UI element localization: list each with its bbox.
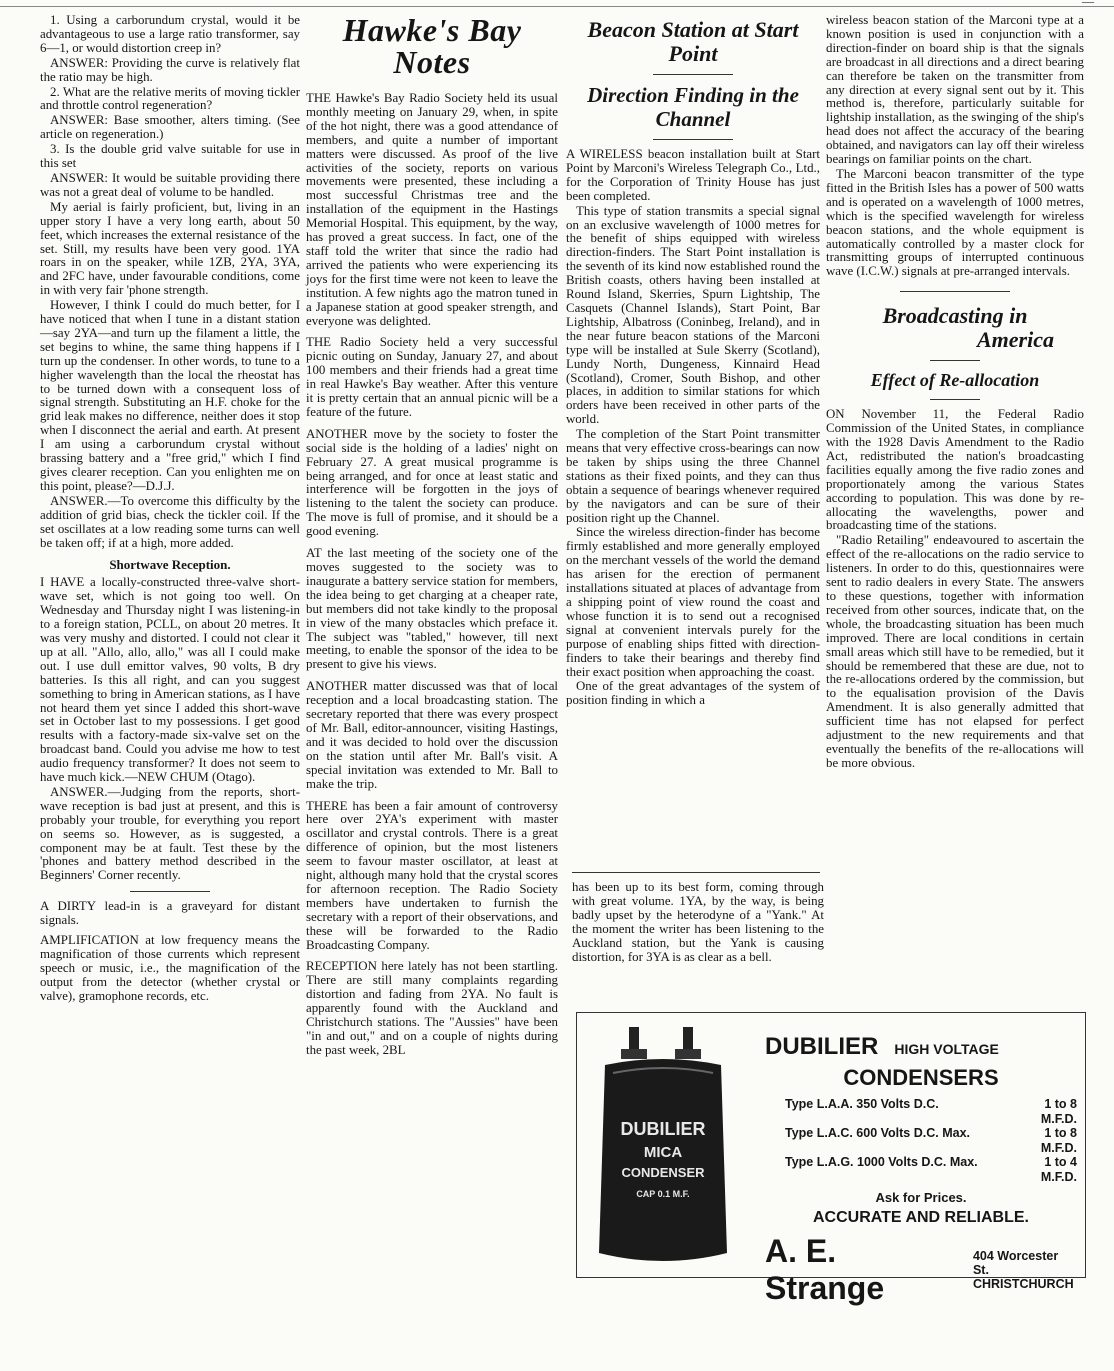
page-mark: —: [1082, 0, 1094, 8]
hb-para-5: ANOTHER matter discussed was that of local reception and a local broadcasting station. The secretary reported that there was every prospect of Mr. Ball, editor-announcer, visiting Hastings, and it was decided to hold over the discussion on the station until after Mr. Ball's visit. A special invitation was extended to Mr. Ball to make the trip.: [306, 679, 558, 791]
can-label-mica: MICA: [643, 1144, 683, 1161]
beacon-para-3: The completion of the Start Point transmitter means that very effective cross-bearings can now be taken by ships using the three Channel stations as their fixed points, and they can thus obtain a sequence of bearings whenever required by the navigators and can be sure of their position right up the Channel.: [566, 427, 820, 525]
beacon-cont-para-2: The Marconi beacon transmitter of the type fitted in the British Isles has a power of 500 watts and is operated on a wavelength of 1000 metres, which is the specified wavelength for wireless beacon stations, and the whole equipment is automatically controlled by a master clock for transmitting groups of interrupted continuous wave (I.C.W.) signals at pre-arranged intervals.: [826, 166, 1084, 279]
ad-text: [765, 1033, 1077, 1307]
a1: ANSWER: Providing the curve is relatively flat the ratio may be high.: [40, 55, 300, 84]
ad-condensers: CONDENSERS: [843, 1065, 999, 1090]
divider: [130, 891, 210, 892]
hawkes-bay-title-line1: Hawke's Bay: [342, 12, 522, 48]
ad-address-city: CHRISTCHURCH: [972, 1277, 1074, 1291]
top-rule: [0, 0, 1114, 7]
shortwave-heading: Shortwave Reception.: [109, 557, 231, 573]
america-para-1: ON November 11, the Federal Radio Commission of the United States, in compliance with the 1928 Davis Amendment to the Radio Act, redistributed the nation's broadcasting facilities equally among the five radio zones and proportionately among the various States according to population. This was done by re-allocating the wavelengths, power and broadcasting time of the stations.: [826, 407, 1084, 533]
hb-para-1: THE Hawke's Bay Radio Society held its usual monthly meeting on January 29, when, in spite of the hot night, there was a good attendance of members, and quite a number of important matters were discussed. As proof of the live activities of the society, reports on various movements were presented, these including a most successful Christmas tree and the installation of the equipment in the Hastings Memorial Hospital. This equipment, by the way, has proved a great success. In fact, one of the staff told the writer that since the radio had arrived the patients who were experiencing its joys for the first time were not keen to leave the institution. A few nights ago the matron tuned in a Japanese station at good speaker strength, and everyone was delighted.: [306, 91, 558, 328]
a2: ANSWER: Base smoother, alters timing. (See article on regeneration.): [40, 113, 300, 142]
divider: [572, 872, 820, 873]
beacon-cont-para-1: wireless beacon station of the Marconi type at a known position is used in conjunction with a direction-finder on board ship is that the signals are broadcast in all directions and a direct bearing can therefore be taken on the transmitter from any direction at every signal sent out by it. This method is, therefore, particularly suitable for lightship installation, as the swinging of the ship's head does not affect the accuracy of the bearing obtained, and navigators can lay off their wireless bearings on familiar points on the chart.: [826, 13, 1084, 167]
q2: 2. What are the relative merits of moving tickler and throttle control regeneration?: [40, 84, 300, 113]
divider: [900, 291, 1010, 292]
letter-para-2: However, I think I could do much better, for I have noticed that when I tune in a distant station—say 2YA—and turn up the filament a little, the set begins to whine, the same thing happens if I turn up the condenser. In other words, to tune to a higher wavelength than the local the rheostat has to be turned down with a consequent loss of signal strength. Substituting an H.F. choke for the grid leak makes no difference, neither does it stop when I disconnect the aerial and earth. At present I am using a carborundum crystal without brassing battery and a "free grid," which I find gives clearer reception. Can you enlighten me on this point, please?—D.J.J.: [40, 298, 300, 493]
q3: 3. Is the double grid valve suitable for use in this set: [40, 142, 300, 171]
can-label-brand: DUBILIER: [620, 1119, 706, 1139]
dirty-lead-in: A DIRTY lead-in is a graveyard for distant signals.: [40, 899, 300, 928]
hb-para-3: ANOTHER move by the society to foster the social side is the holding of a ladies' night on February 27. A great musical programme is being arranged, and for once at least static and interference will be forgotten in the joys of listening to the talent the society can produce. The move is full of promise, and it should be a good evening.: [306, 426, 558, 539]
hb-para-4: AT the last meeting of the society one of the moves suggested to the society was to inaugurate a battery service station for members, the idea being to get charging at a cheaper rate, but members did not take kindly to the proposal in view of the many obstacles which preface it. The subject was "tabled," however, till next meeting, to enable the sponsor of the idea to be present to give his views.: [306, 546, 558, 672]
hb-continued-text: has been up to its best form, coming through with great volume. 1YA, by the way, is being badly upset by the heterodyne of a "Yank." At the moment the writer has been listening to the Auckland station, but the Yank is causing distortion, for 3YA is as clear as a bell.: [572, 880, 824, 964]
beacon-para-2: This type of station transmits a special signal on an exclusive wavelength of 1000 metres for the benefit of ships equipped with wireless direction-finders. The Start Point installation is the seventh of its kind now established round the British coasts, others having been installed at Round Island, Skerries, Spurn Lightship, The Casquets (Channel Islands), Start Point, Bar Lightship, Albatross (Coninbeg, Ireland), and in the near future beacon stations of the Marconi type will be installed at Sule Skerry (Scotland), Lundy North, Dungeness, Kinnaird Head (Scotland), Cromer, South Bishop, and other places, in addition to similar stations for which orders have been received in other parts of the world.: [566, 203, 820, 427]
reallocation-subtitle: Effect of Re-allocation: [870, 370, 1040, 391]
hawkes-bay-title-line2: Notes: [393, 44, 471, 80]
ad-dealer-name: A. E. Strange: [765, 1233, 885, 1306]
broadcasting-title-line1: Broadcasting in: [882, 303, 1028, 329]
type-laa: Type L.A.A. 350 Volts D.C. 1 to 8: [785, 1097, 1077, 1111]
column-2: [306, 14, 558, 1059]
ad-brand: DUBILIER: [765, 1033, 879, 1060]
amplification-note: AMPLIFICATION at low frequency means the magnification of those currents which represent speech or music, i.e., the magnification of the output from the detector (whether crystal or valve), gramophone records, etc.: [40, 933, 300, 1003]
beacon-para-1: A WIRELESS beacon installation built at Start Point by Marconi's Wireless Telegraph Co., Ltd., for the Corporation of Trinity House has just been completed.: [566, 147, 820, 203]
type-laa-unit: M.F.D.: [1040, 1112, 1077, 1126]
ad-address-street: 404 Worcester St.: [972, 1249, 1059, 1277]
beacon-para-4: Since the wireless direction-finder has become firmly established and more generally employed on the merchant vessels of the world the demand has arisen for the erection of permanent installations situated at places of advantage from a shipping point of view round the coast and whose function it is to send out a recognised signal at convenient intervals purely for the purpose of enabling ships fitted with direction-finders to take their bearings and thereby find their exact position when approaching the coast.: [566, 525, 820, 679]
hb-para-2: THE Radio Society held a very successful picnic outing on Sunday, January 27, and about 100 members and their friends had a great time in real Hawke's Bay weather. After this venture it is pretty certain that an annual picnic will be a feature of the future.: [306, 335, 558, 419]
letter-para-1: My aerial is fairly proficient, but, living in an upper story I have a very long earth, about 50 feet, which increases the external resistance of the set. Still, my results have been very good. 1YA roars in on the speaker, while 1ZB, 2YA, 3YA, and 2FC have, under favourable conditions, come in with very fair 'phone strength.: [40, 199, 300, 298]
a3: ANSWER: It would be suitable providing there was not a great deal of volume to be handled.: [40, 170, 300, 199]
q1: 1. Using a carborundum crystal, would it be advantageous to use a large ratio transformer, say 6—1, or would distortion creep in?: [40, 13, 300, 55]
hb-para-6: THERE has been a fair amount of controversy here over 2YA's experiment with master oscillator and crystal controls. There is a great difference of opinion, but the most listeners seem to favour master oscillator, at least at night, although many hold that the crystal scores for afternoon reception. The Radio Society members have undertaken to furnish the secretary with a report of their observations, and these will be forwarded to the Radio Broadcasting Company.: [306, 798, 558, 952]
type-lag-unit: M.F.D.: [1040, 1170, 1077, 1184]
broadcasting-title-line2: America: [977, 327, 1054, 353]
type-lac: Type L.A.C. 600 Volts D.C. Max. 1 to 8: [785, 1126, 1077, 1140]
divider: [930, 399, 980, 400]
type-lac-unit: M.F.D.: [1040, 1141, 1077, 1155]
answer-para: ANSWER.—To overcome this difficulty by the addition of grid bias, check the tickler coil. If the set oscillates at a low reading some turns can well be taken off; if at a high, more added.: [40, 493, 300, 550]
column-3: [566, 14, 820, 709]
condenser-illustration: [591, 1025, 735, 1269]
can-label-condenser: CONDENSER: [621, 1165, 705, 1180]
divider: [653, 139, 733, 140]
dubilier-advertisement: [576, 1012, 1086, 1306]
shortwave-letter: I HAVE a locally-constructed three-valve short-wave set, which is not going too well. On Wednesday and Thursday night I was listening-in to a foreign station, PCLL, on about 20 metres. It was very mushy and distorted. I could not clear it up at all. "Allo, allo, allo," was all I could make out. I use dull emittor valves, 90 volts, B dry batteries. Is this all right, and can you suggest something to bring in American stations, as I have not heard them yet since I added this short-wave set in October last to my possessions. I get good results with a factory-made six-valve set on the broadcast band. Could you advise me how to test audio frequency transformer? It does not seem to have much kick.—NEW CHUM (Otago).: [40, 575, 300, 785]
beacon-para-5: One of the great advantages of the system of position finding in which a: [566, 679, 820, 708]
america-para-2: "Radio Retailing" endeavoured to ascertain the effect of the re-allocations on the radio service to listeners. In order to do this, questionnaires were sent to radio dealers in every State. The answers to these questions, together with information received from other sources, indicate that, on the whole, the broadcasting situation has been much improved. There are local conditions in certain small areas which still have to be remedied, but it should be remembered that these are due, not to the re-allocations ordered by the commission, but to the equalisation provision of the Davis Amendment. It is also generally admitted that sufficient time has not elapsed for perfect adjustment to the new requirements and that eventually the benefits of the re-allocations will be more obvious.: [826, 533, 1084, 770]
divider: [653, 74, 733, 75]
can-label-cap: CAP 0.1 M.F.: [636, 1189, 690, 1199]
ad-ask-prices: Ask for Prices.: [875, 1190, 967, 1205]
beacon-subtitle: Direction Finding in the Channel: [587, 83, 799, 131]
shortwave-answer: ANSWER.—Judging from the reports, short-wave reception is bad just at present, and this is probably your trouble, for everything you report on seems so. However, as is suggested, a component may be at fault. Test these by the 'phones and battery method described in the Beginners' Corner recently.: [40, 784, 300, 883]
hb-para-7: RECEPTION here lately has not been startling. There are still many complaints regarding distortion and fading from 2YA. No fault is apparently found with the Auckland and Christchurch stations. The "Aussies" have been "in and out," and on a couple of nights during the past week, 2BL: [306, 959, 558, 1057]
ad-high-voltage: HIGH VOLTAGE: [894, 1041, 999, 1057]
ad-accurate: ACCURATE AND RELIABLE.: [813, 1209, 1029, 1226]
column-4: [826, 14, 1084, 772]
type-lag: Type L.A.G. 1000 Volts D.C. Max. 1 to 4: [785, 1155, 1077, 1169]
column-1: [40, 14, 300, 1005]
divider: [930, 360, 980, 361]
beacon-title: Beacon Station at Start Point: [587, 17, 799, 66]
hb-continuation: [572, 872, 824, 965]
